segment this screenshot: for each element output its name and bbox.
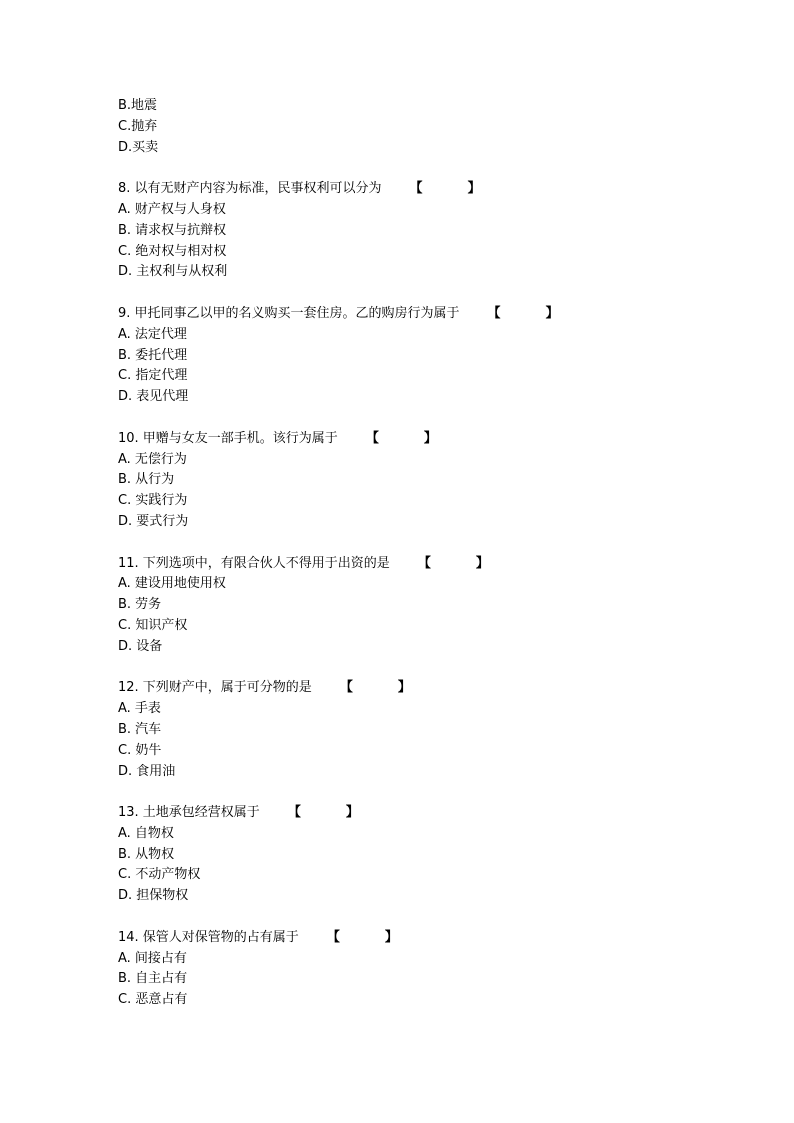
option: D. 主权利与从权利 <box>118 264 228 280</box>
option: D. 表见代理 <box>118 389 189 405</box>
answer-bracket: 【 】 <box>417 555 501 571</box>
question-stem <box>118 554 738 575</box>
option: B. 劳务 <box>118 597 162 613</box>
spacer <box>118 283 738 304</box>
question-14 <box>118 928 738 1011</box>
spacer <box>118 907 738 928</box>
question-stem <box>118 304 738 325</box>
question-stem <box>118 803 738 824</box>
answer-bracket: 【 】 <box>339 680 423 696</box>
option: B. 自主占有 <box>118 971 188 987</box>
option: C. 实践行为 <box>118 493 188 509</box>
spacer <box>118 158 738 179</box>
answer-bracket: 【 】 <box>409 181 493 197</box>
spacer <box>118 533 738 554</box>
option: C. 绝对权与相对权 <box>118 243 227 259</box>
option: B. 委托代理 <box>118 347 188 363</box>
question-8 <box>118 179 738 283</box>
answer-bracket: 【 】 <box>287 805 371 821</box>
option: D. 担保物权 <box>118 888 189 904</box>
option: A. 间接占有 <box>118 950 187 966</box>
question-13 <box>118 803 738 907</box>
question-text: 10. 甲赠与女友一部手机。该行为属于 <box>118 430 338 446</box>
option: D. 要式行为 <box>118 513 189 529</box>
option: B. 从行为 <box>118 472 175 488</box>
spacer <box>118 408 738 429</box>
question-stem <box>118 928 738 949</box>
question-9 <box>118 304 738 408</box>
option: B. 请求权与抗辩权 <box>118 222 227 238</box>
option: A. 手表 <box>118 701 161 717</box>
question-11 <box>118 554 738 658</box>
option: A. 财产权与人身权 <box>118 201 226 217</box>
option: B.地震 <box>118 98 158 113</box>
question-stem <box>118 678 738 699</box>
question-stem <box>118 429 738 450</box>
option: C. 指定代理 <box>118 368 188 384</box>
option: C. 恶意占有 <box>118 992 188 1008</box>
option: D.买卖 <box>118 139 159 155</box>
option: C. 奶牛 <box>118 742 162 758</box>
question-text: 11. 下列选项中，有限合伙人不得用于出资的是 <box>118 555 390 571</box>
leading-options <box>118 96 738 158</box>
question-text: 14. 保管人对保管物的占有属于 <box>118 929 299 945</box>
question-stem <box>118 179 738 200</box>
option: B. 汽车 <box>118 721 162 737</box>
question-text: 12. 下列财产中，属于可分物的是 <box>118 680 312 696</box>
spacer <box>118 658 738 679</box>
question-10 <box>118 429 738 533</box>
option: B. 从物权 <box>118 846 175 862</box>
option: C. 知识产权 <box>118 617 188 633</box>
option: D. 设备 <box>118 638 163 654</box>
option: D. 食用油 <box>118 763 176 779</box>
option: A. 建设用地使用权 <box>118 576 226 592</box>
option: A. 无偿行为 <box>118 451 187 467</box>
answer-bracket: 【 】 <box>326 929 410 945</box>
option: A. 自物权 <box>118 825 174 841</box>
question-text: 8. 以有无财产内容为标准，民事权利可以分为 <box>118 181 382 197</box>
option: C. 不动产物权 <box>118 867 201 883</box>
question-text: 13. 土地承包经营权属于 <box>118 805 260 821</box>
answer-bracket: 【 】 <box>487 305 571 321</box>
option: A. 法定代理 <box>118 326 187 342</box>
question-12 <box>118 678 738 782</box>
option: C.抛弃 <box>118 118 158 134</box>
answer-bracket: 【 】 <box>365 430 449 446</box>
question-text: 9. 甲托同事乙以甲的名义购买一套住房。乙的购房行为属于 <box>118 305 460 321</box>
spacer <box>118 782 738 803</box>
question-list <box>118 96 738 1011</box>
